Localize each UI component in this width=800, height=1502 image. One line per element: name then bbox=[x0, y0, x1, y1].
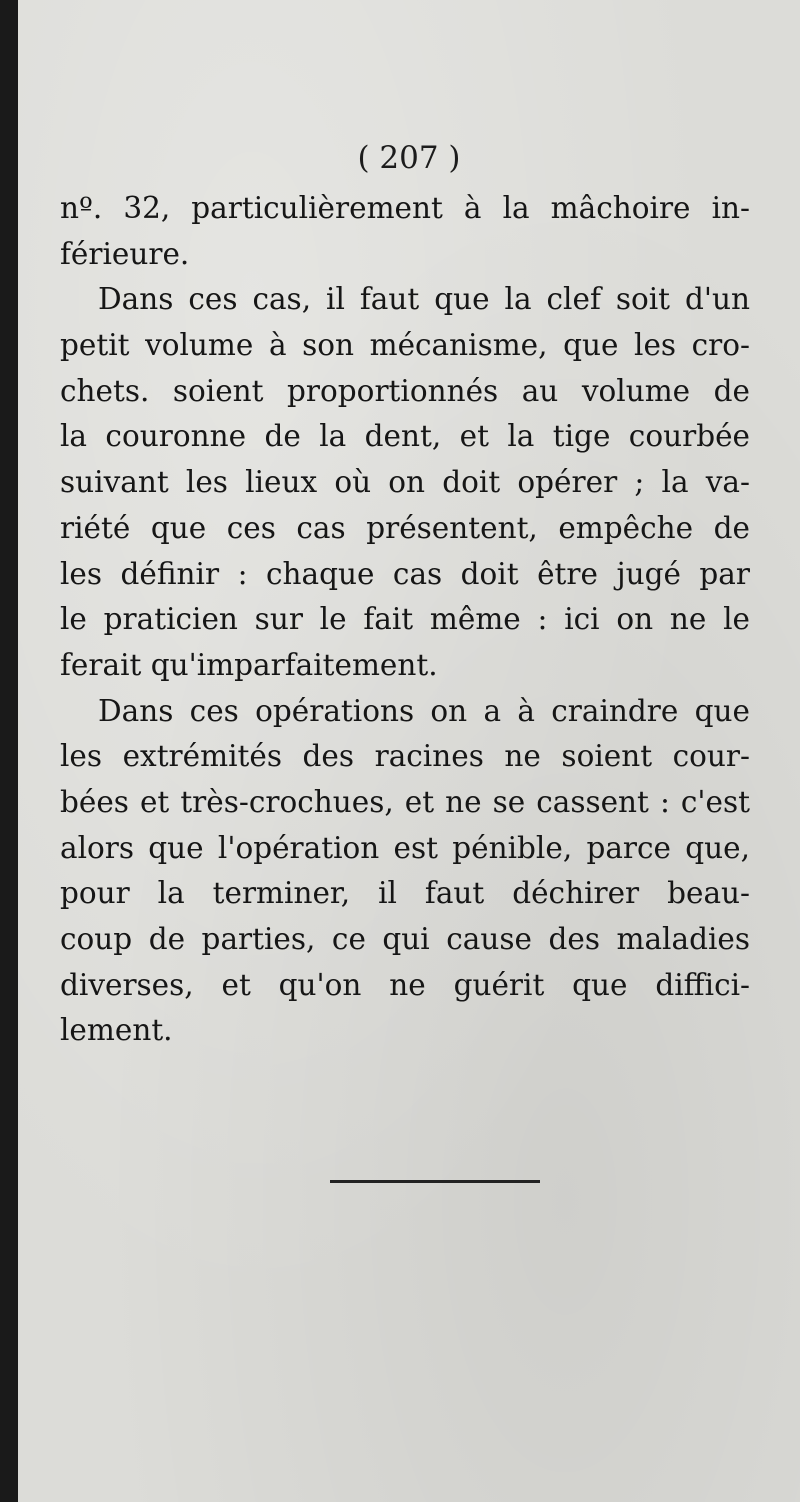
text-line: suivant les lieux où on doit opérer ; la va- bbox=[60, 465, 750, 500]
text-line: riété que ces cas présentent, empêche de bbox=[60, 510, 750, 545]
text-line: coup de parties, ce qui cause des maladies bbox=[60, 922, 750, 956]
section-divider bbox=[330, 1180, 540, 1183]
text-line: les définir : chaque cas doit être jugé par bbox=[60, 556, 750, 591]
text-line: alors que l'opération est pénible, parce que, bbox=[60, 830, 750, 865]
body-text bbox=[60, 186, 750, 1054]
text-line: férieure. bbox=[60, 236, 190, 271]
page-number: ( 207 ) bbox=[357, 140, 461, 176]
text-line: la couronne de la dent, et la tige courbée bbox=[60, 419, 750, 454]
text-line: nº. 32, particulièrement à la mâchoire in- bbox=[60, 191, 750, 225]
text-line: diverses, et qu'on ne guérit que diffici- bbox=[60, 967, 750, 1002]
text-line: bées et très-crochues, et ne se cassent : c'est bbox=[60, 784, 750, 819]
text-line: ferait qu'imparfaitement. bbox=[60, 647, 438, 682]
text-line: pour la terminer, il faut déchirer beau- bbox=[60, 876, 750, 911]
text-line: petit volume à son mécanisme, que les cro- bbox=[60, 328, 750, 363]
text-line: le praticien sur le fait même : ici on ne le bbox=[60, 602, 750, 637]
text-line: les extrémités des racines ne soient cour- bbox=[60, 739, 750, 774]
book-page bbox=[18, 0, 800, 1502]
text-line: lement. bbox=[60, 1013, 173, 1048]
text-line: chets. soient proportionnés au volume de bbox=[60, 373, 750, 408]
paragraph-first-line: Dans ces cas, il faut que la clef soit d'un bbox=[98, 282, 750, 317]
paragraph-first-line: Dans ces opérations on a à craindre que bbox=[98, 693, 750, 728]
